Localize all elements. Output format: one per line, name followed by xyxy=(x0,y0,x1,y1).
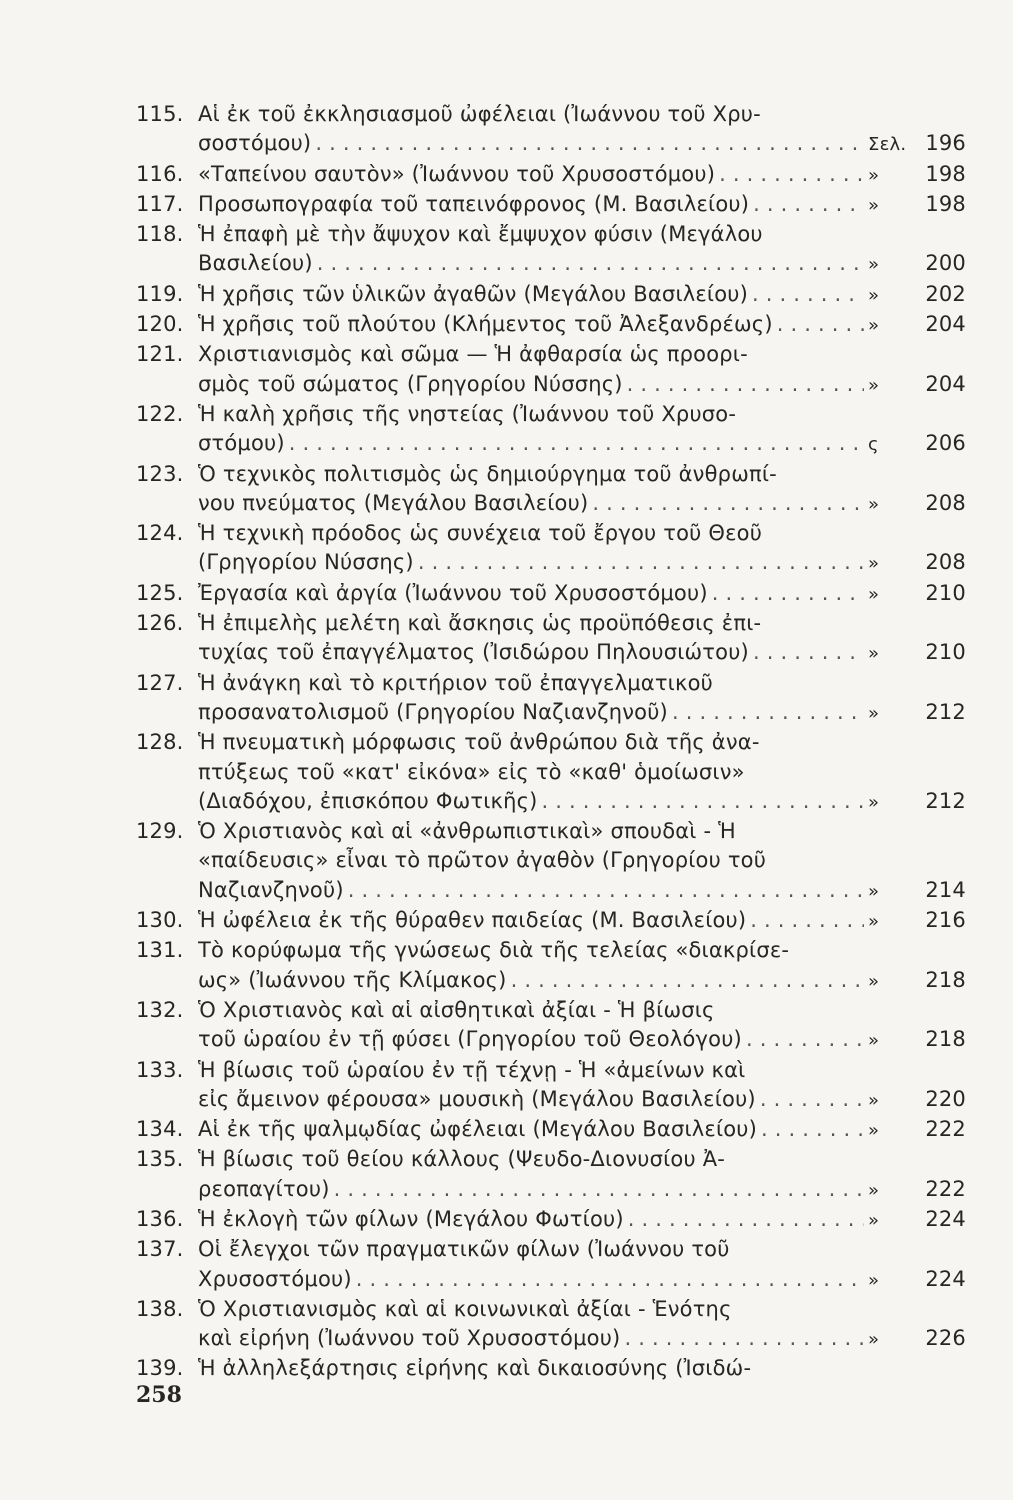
toc-entry xyxy=(136,400,966,460)
toc-entry xyxy=(136,1205,966,1235)
dot-leader xyxy=(289,429,864,458)
page-marker: » xyxy=(868,315,880,337)
dot-leader xyxy=(672,698,864,727)
dot-leader xyxy=(746,1025,864,1054)
entry-title-text: Ἡ χρῆσις τῶν ὑλικῶν ἀγαθῶν (Μεγάλου Βασιλείου) xyxy=(198,281,749,306)
page-reference: 210 xyxy=(925,640,966,665)
dot-leader xyxy=(624,1324,864,1353)
page-marker: » xyxy=(868,1179,880,1201)
dot-leader xyxy=(761,1115,864,1144)
entry-number: 122. xyxy=(136,401,184,426)
page-reference: 214 xyxy=(925,877,966,902)
entry-title-line: πτύξεως τοῦ «κατ' εἰκόνα» εἰς τὸ «καθ' ὁμοίωσιν» xyxy=(198,759,745,784)
entry-title-line xyxy=(198,370,966,400)
entry-title-line xyxy=(198,160,966,190)
page-reference: 222 xyxy=(925,1117,966,1142)
entry-title-line xyxy=(198,698,966,728)
toc-entry xyxy=(136,906,966,936)
entry-title-line: Τὸ κορύφωμα τῆς γνώσεως διὰ τῆς τελείας «διακρίσε- xyxy=(198,938,790,963)
entry-title-text: Ἐργασία καὶ ἀργία (Ἰωάννου τοῦ Χρυσοστόμου) xyxy=(198,580,708,605)
entry-title-text: Ἡ ἐκλογὴ τῶν φίλων (Μεγάλου Φωτίου) xyxy=(198,1206,624,1231)
entry-title-text: σοστόμου) xyxy=(198,131,312,156)
entry-title-text: Ναζιανζηνοῦ) xyxy=(198,877,344,902)
entry-number: 128. xyxy=(136,730,184,755)
toc-entry xyxy=(136,1235,966,1295)
entry-title-line xyxy=(198,966,966,996)
entry-number: 118. xyxy=(136,222,184,247)
page-marker: » xyxy=(868,164,880,186)
entry-title-line: «παίδευσις» εἶναι τὸ πρῶτον ἀγαθὸν (Γρηγορίου τοῦ xyxy=(198,848,767,873)
page-reference: 206 xyxy=(925,431,966,456)
entry-title-line: Ἡ πνευματικὴ μόρφωσις τοῦ ἀνθρώπου διὰ τῆς ἀνα- xyxy=(198,730,760,755)
dot-leader xyxy=(628,1205,864,1234)
entry-title-line xyxy=(198,906,966,936)
entry-title-text: Ἡ χρῆσις τοῦ πλούτου (Κλήμεντος τοῦ Ἀλεξανδρέως) xyxy=(198,312,773,337)
entry-title-text: τοῦ ὡραίου ἐν τῇ φύσει (Γρηγορίου τοῦ Θεολόγου) xyxy=(198,1027,742,1052)
dot-leader xyxy=(627,370,864,399)
table-of-contents xyxy=(136,100,966,1384)
entry-title xyxy=(198,1056,966,1116)
toc-entry xyxy=(136,817,966,906)
entry-title-line xyxy=(198,489,966,519)
dot-leader xyxy=(511,966,864,995)
entry-title-line: Χριστιανισμὸς καὶ σῶμα — Ἡ ἀφθαρσία ὡς προορι- xyxy=(198,342,748,367)
entry-number: 116. xyxy=(136,161,184,186)
page-reference: 198 xyxy=(925,191,966,216)
entry-title xyxy=(198,817,966,906)
entry-title xyxy=(198,1145,966,1205)
dot-leader xyxy=(719,160,864,189)
entry-number: 134. xyxy=(136,1117,184,1142)
page-marker: » xyxy=(868,1329,880,1351)
page-reference: 200 xyxy=(925,251,966,276)
dot-leader xyxy=(348,876,864,905)
entry-title-line xyxy=(198,787,966,817)
toc-entry xyxy=(136,519,966,579)
page-reference: 226 xyxy=(925,1326,966,1351)
page-reference: 224 xyxy=(925,1266,966,1291)
entry-number: 132. xyxy=(136,997,184,1022)
entry-title-text: σμὸς τοῦ σώματος (Γρηγορίου Νύσσης) xyxy=(198,371,623,396)
entry-title-text: τυχίας τοῦ ἐπαγγέλματος (Ἰσιδώρου Πηλουσιώτου) xyxy=(198,640,749,665)
entry-number: 121. xyxy=(136,342,184,367)
page-marker: » xyxy=(868,583,880,605)
entry-title-line xyxy=(198,249,966,279)
entry-title-line: Ἡ ἀλληλεξάρτησις εἰρήνης καὶ δικαιοσύνης (Ἰσιδώ- xyxy=(198,1356,752,1381)
page-reference: 212 xyxy=(925,788,966,813)
dot-leader xyxy=(356,1265,864,1294)
entry-number: 136. xyxy=(136,1206,184,1231)
dot-leader xyxy=(418,548,864,577)
entry-title-text: ως» (Ἰωάννου τῆς Κλίμακος) xyxy=(198,967,507,992)
entry-title xyxy=(198,160,966,190)
page-marker: » xyxy=(868,493,880,515)
toc-entry xyxy=(136,669,966,729)
entry-title xyxy=(198,220,966,280)
page-marker: ς xyxy=(868,434,879,456)
entry-number: 119. xyxy=(136,281,184,306)
entry-title xyxy=(198,100,966,160)
page-marker: » xyxy=(868,1089,880,1111)
entry-title-line: Αἱ ἐκ τοῦ ἐκκλησιασμοῦ ὠφέλειαι (Ἰωάννου τοῦ Χρυ- xyxy=(198,102,761,126)
page-marker: » xyxy=(868,1120,880,1142)
entry-number: 129. xyxy=(136,819,184,844)
page-reference: 218 xyxy=(925,967,966,992)
entry-title-line: Οἱ ἔλεγχοι τῶν πραγματικῶν φίλων (Ἰωάννου τοῦ xyxy=(198,1237,730,1262)
toc-entry xyxy=(136,1056,966,1116)
entry-title-text: (Γρηγορίου Νύσσης) xyxy=(198,550,414,575)
toc-entry xyxy=(136,1354,966,1383)
page-reference: 220 xyxy=(925,1086,966,1111)
dot-leader xyxy=(712,579,864,608)
entry-title-line xyxy=(198,579,966,609)
entry-title-line: Ἡ βίωσις τοῦ θείου κάλλους (Ψευδο-Διονυσίου Ἀ- xyxy=(198,1147,726,1172)
page-marker: Σελ. xyxy=(868,134,907,156)
page-marker: » xyxy=(868,791,880,813)
dot-leader xyxy=(334,1175,864,1204)
page-marker: » xyxy=(868,643,880,665)
entry-title xyxy=(198,1295,966,1355)
entry-title-text: καὶ εἰρήνη (Ἰωάννου τοῦ Χρυσοστόμου) xyxy=(198,1326,621,1351)
entry-number: 115. xyxy=(136,102,184,126)
entry-title-text: στόμου) xyxy=(198,431,285,456)
entry-title-line xyxy=(198,129,966,159)
entry-number: 138. xyxy=(136,1296,184,1321)
page-reference: 212 xyxy=(925,699,966,724)
entry-title-line: Ἡ καλὴ χρῆσις τῆς νηστείας (Ἰωάννου τοῦ Χρυσο- xyxy=(198,401,737,426)
entry-title-line: Ἡ βίωσις τοῦ ὡραίου ἐν τῇ τέχνῃ - Ἡ «ἀμείνων καὶ xyxy=(198,1057,746,1082)
entry-title-text: Βασιλείου) xyxy=(198,251,313,276)
page-marker: » xyxy=(868,1269,880,1291)
page-marker: » xyxy=(868,702,880,724)
entry-title-text: Χρυσοστόμου) xyxy=(198,1266,352,1291)
entry-title-line xyxy=(198,310,966,340)
entry-title-line: Ὁ Χριστιανισμὸς καὶ αἱ κοινωνικαὶ ἀξίαι - Ἑνότης xyxy=(198,1296,732,1321)
page-marker: » xyxy=(868,880,880,902)
entry-title-text: «Ταπείνου σαυτὸν» (Ἰωάννου τοῦ Χρυσοστόμου) xyxy=(198,161,716,186)
page-reference: 208 xyxy=(925,550,966,575)
entry-title xyxy=(198,1354,966,1383)
toc-entry xyxy=(136,220,966,280)
page-reference: 216 xyxy=(925,908,966,933)
toc-entry xyxy=(136,100,966,160)
entry-number: 133. xyxy=(136,1057,184,1082)
page-reference: 198 xyxy=(925,161,966,186)
page-marker: » xyxy=(868,1209,880,1231)
entry-title xyxy=(198,728,966,817)
entry-title-line: Ἡ ἀνάγκη καὶ τὸ κριτήριον τοῦ ἐπαγγελματικοῦ xyxy=(198,670,713,695)
entry-title-text: Αἱ ἐκ τῆς ψαλμῳδίας ὠφέλειαι (Μεγάλου Βασιλείου) xyxy=(198,1117,758,1142)
dot-leader xyxy=(777,310,864,339)
page-marker: » xyxy=(868,911,880,933)
toc-entry xyxy=(136,1115,966,1145)
entry-number: 137. xyxy=(136,1237,184,1262)
page-reference: 208 xyxy=(925,490,966,515)
toc-entry xyxy=(136,160,966,190)
page-marker: » xyxy=(868,194,880,216)
entry-title xyxy=(198,906,966,936)
toc-entry xyxy=(136,728,966,817)
page-marker: » xyxy=(868,254,880,276)
dot-leader xyxy=(753,638,864,667)
page-reference: 222 xyxy=(925,1176,966,1201)
entry-number: 124. xyxy=(136,521,184,546)
entry-title-text: Προσωπογραφία τοῦ ταπεινόφρονος (Μ. Βασιλείου) xyxy=(198,191,750,216)
entry-title-text: νου πνεύματος (Μεγάλου Βασιλείου) xyxy=(198,490,589,515)
page-reference: 204 xyxy=(925,371,966,396)
entry-title-line xyxy=(198,280,966,310)
entry-title-line xyxy=(198,1324,966,1354)
entry-title xyxy=(198,190,966,220)
page-reference: 218 xyxy=(925,1027,966,1052)
entry-title xyxy=(198,579,966,609)
page-number: 258 xyxy=(136,1382,182,1408)
toc-entry xyxy=(136,460,966,520)
entry-title-line: Ὁ τεχνικὸς πολιτισμὸς ὡς δημιούργημα τοῦ ἀνθρωπί- xyxy=(198,461,777,486)
dot-leader xyxy=(592,489,864,518)
toc-entry xyxy=(136,310,966,340)
page-reference: 224 xyxy=(925,1206,966,1231)
entry-title-line: Ἡ ἐπιμελὴς μελέτη καὶ ἄσκησις ὡς προϋπόθεσις ἐπι- xyxy=(198,611,762,636)
entry-number: 135. xyxy=(136,1147,184,1172)
dot-leader xyxy=(752,280,864,309)
entry-title xyxy=(198,519,966,579)
entry-title-line xyxy=(198,638,966,668)
toc-entry xyxy=(136,1295,966,1355)
toc-entry xyxy=(136,340,966,400)
entry-number: 139. xyxy=(136,1356,184,1381)
entry-title xyxy=(198,1235,966,1295)
entry-number: 127. xyxy=(136,670,184,695)
entry-title-line xyxy=(198,1115,966,1145)
entry-title-text: Ἡ ὠφέλεια ἐκ τῆς θύραθεν παιδείας (Μ. Βασιλείου) xyxy=(198,908,747,933)
entry-number: 120. xyxy=(136,312,184,337)
entry-title-text: (Διαδόχου, ἐπισκόπου Φωτικῆς) xyxy=(198,788,538,813)
toc-entry xyxy=(136,1145,966,1205)
page-marker: » xyxy=(868,970,880,992)
entry-number: 130. xyxy=(136,908,184,933)
entry-title-line xyxy=(198,1205,966,1235)
entry-title-line xyxy=(198,876,966,906)
entry-title-text: προσανατολισμοῦ (Γρηγορίου Ναζιανζηνοῦ) xyxy=(198,699,668,724)
entry-number: 126. xyxy=(136,611,184,636)
page-marker: » xyxy=(868,1030,880,1052)
toc-entry xyxy=(136,579,966,609)
entry-number: 117. xyxy=(136,191,184,216)
entry-title xyxy=(198,400,966,460)
dot-leader xyxy=(753,190,864,219)
toc-entry xyxy=(136,190,966,220)
page-marker: » xyxy=(868,284,880,306)
entry-number: 123. xyxy=(136,461,184,486)
entry-title xyxy=(198,340,966,400)
entry-number: 131. xyxy=(136,938,184,963)
dot-leader xyxy=(315,129,864,158)
entry-title-line: Ἡ ἐπαφὴ μὲ τὴν ἄψυχον καὶ ἔμψυχον φύσιν (Μεγάλου xyxy=(198,222,763,247)
entry-title xyxy=(198,996,966,1056)
entry-title-text: εἰς ἄμεινον φέρουσα» μουσικὴ (Μεγάλου Βασιλείου) xyxy=(198,1086,756,1111)
toc-entry xyxy=(136,609,966,669)
page-reference: 210 xyxy=(925,580,966,605)
page-reference: 202 xyxy=(925,281,966,306)
toc-entry xyxy=(136,280,966,310)
dot-leader xyxy=(750,906,864,935)
entry-title-line xyxy=(198,1175,966,1205)
page-marker: » xyxy=(868,553,880,575)
page-marker: » xyxy=(868,374,880,396)
page-reference: 204 xyxy=(925,312,966,337)
entry-title-line xyxy=(198,429,966,459)
entry-title-line: Ὁ Χριστιανὸς καὶ αἱ «ἀνθρωπιστικαὶ» σπουδαὶ - Ἡ xyxy=(198,819,736,844)
dot-leader xyxy=(542,787,864,816)
toc-entry xyxy=(136,936,966,996)
entry-title-line: Ἡ τεχνικὴ πρόοδος ὡς συνέχεια τοῦ ἔργου τοῦ Θεοῦ xyxy=(198,521,763,546)
entry-title-line xyxy=(198,190,966,220)
entry-title xyxy=(198,669,966,729)
entry-title-line xyxy=(198,1265,966,1295)
entry-title-line: Ὁ Χριστιανὸς καὶ αἱ αἰσθητικαὶ ἀξίαι - Ἡ βίωσις xyxy=(198,997,715,1022)
entry-title xyxy=(198,609,966,669)
entry-title xyxy=(198,1115,966,1145)
entry-title xyxy=(198,936,966,996)
entry-title-line xyxy=(198,548,966,578)
entry-title-line xyxy=(198,1085,966,1115)
entry-title xyxy=(198,460,966,520)
entry-title-line xyxy=(198,1025,966,1055)
entry-title xyxy=(198,280,966,310)
dot-leader xyxy=(317,249,864,278)
entry-number: 125. xyxy=(136,580,184,605)
dot-leader xyxy=(760,1085,864,1114)
toc-entry xyxy=(136,996,966,1056)
entry-title xyxy=(198,310,966,340)
entry-title-text: ρεοπαγίτου) xyxy=(198,1176,330,1201)
entry-title xyxy=(198,1205,966,1235)
page-reference: 196 xyxy=(925,131,966,156)
